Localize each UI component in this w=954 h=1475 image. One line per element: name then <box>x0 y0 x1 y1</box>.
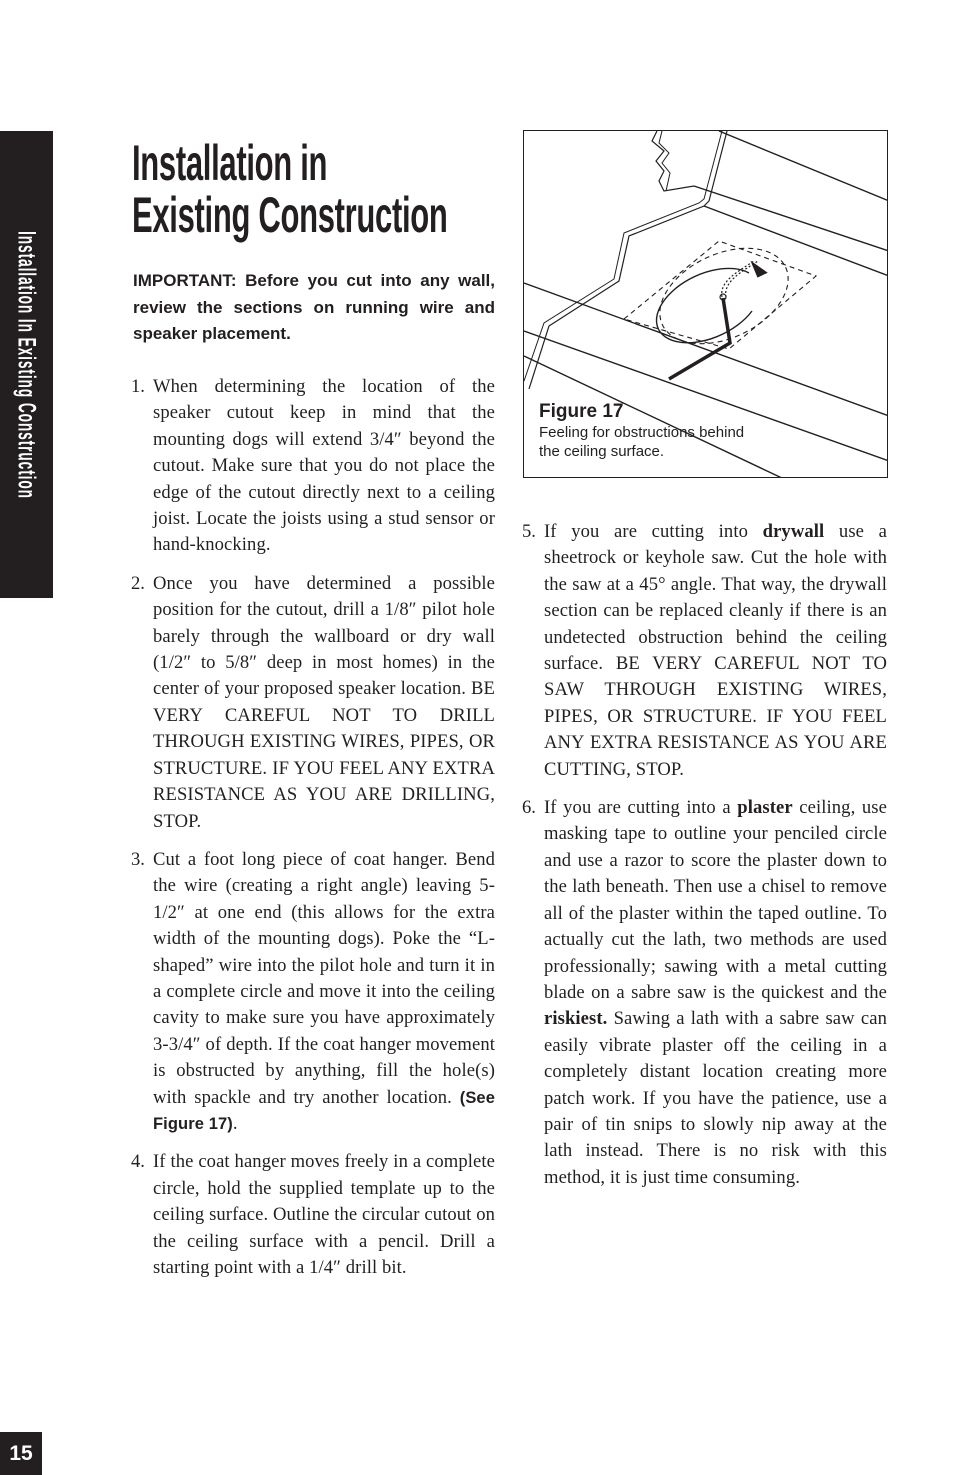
step-item <box>131 847 495 1137</box>
page-title-line-1: Installation in <box>132 135 328 191</box>
emphasis-drywall: drywall <box>762 521 825 542</box>
figure-title: Figure 17 <box>539 401 624 422</box>
step-text: If you are cutting into <box>544 521 763 542</box>
step-text: When determining the location of the speaker cutout keep in mind that the mounting dogs will extend 3/4″ beyond the cutout. Make sure that you do not place the edge of the cutout directly next to a ceiling joist. Locate the joists using a stud sensor or hand-knocking. <box>153 376 495 556</box>
step-item <box>522 519 887 783</box>
step-text: Sawing a lath with a sabre saw can easily vibrate plaster off the ceiling in a completely distant location creating more patch work. If you have the patience, use a pair of tin snips to slowly nip away at the lath instead. There is no risk with this method, it is just time consuming. <box>544 1008 887 1188</box>
figure-reference: (See Figure 17) <box>153 1088 495 1133</box>
step-item <box>522 795 887 1191</box>
step-number: 3. <box>131 848 145 870</box>
section-side-tab <box>0 131 53 598</box>
section-side-tab-label <box>12 122 41 609</box>
step-text-tail: . <box>232 1112 238 1134</box>
step-text: ceiling, use masking tape to outline your penciled circle and use a razor to score the plaster down to the lath beneath. Then use a chisel to remove all of the plaster within the taped outline. To actually cut the lath, two methods are used professionally; sawing with a metal cutting blade on a sabre saw is the quickest and the <box>544 797 887 1003</box>
section-side-tab-text: Installation In Existing Construction <box>12 231 41 499</box>
step-text-wrapper <box>153 849 495 1134</box>
step-item <box>131 1149 495 1281</box>
emphasis-plaster: plaster <box>737 797 793 819</box>
important-note: IMPORTANT: Before you cut into any wall, review the sections on running wire and speaker placement. <box>133 271 495 343</box>
figure-caption <box>539 401 759 461</box>
step-item <box>131 571 495 835</box>
page-title-line-2: Existing Construction <box>132 187 448 243</box>
step-text-wrapper <box>544 797 887 1188</box>
step-text: If the coat hanger moves freely in a complete circle, hold the supplied template up to the ceiling surface. Outline the circular cutout on the ceiling surface with a pencil. Drill a starting point with a 1/4″ drill bit. <box>153 1151 495 1278</box>
step-text: Cut a foot long piece of coat hanger. Bend the wire (creating a right angle) leaving 5-1/2″ at one end (this allows for the extra width of the mounting dogs). Poke the “L-shaped” wire into the pilot hole and turn it in a complete circle and move it into the ceiling cavity to make sure you have approximately 3-3/4″ of depth. If the coat hanger movement is obstructed by anything, fill the hole(s) with spackle and try another location. <box>153 848 495 1108</box>
page-number: 15 <box>0 1432 42 1475</box>
step-text: use a sheetrock or keyhole saw. Cut the hole with the saw at a 45° angle. That way, the drywall section can be replaced cleanly if there is an undetected obstruction behind the ceiling surface. BE VERY CAREFUL NOT TO SAW THROUGH EXISTING WIRES, PIPES, OR STRUCTURE. IF YOU FEEL ANY EXTRA RESISTANCE AS YOU ARE CUTTING, STOP. <box>544 521 887 780</box>
steps-list-right <box>522 519 887 1203</box>
step-text-wrapper <box>544 521 887 780</box>
figure-description: Feeling for obstructions behind the ceiling surface. <box>539 424 745 460</box>
step-number: 2. <box>131 572 145 594</box>
step-number: 1. <box>131 376 145 397</box>
step-text: Once you have determined a possible position for the cutout, drill a 1/8″ pilot hole barely through the wallboard or dry wall (1/2″ to 5/8″ deep in most homes) in the center of your proposed speaker location. BE VERY CAREFUL NOT TO DRILL THROUGH EXISTING WIRES, PIPES, OR STRUCTURE. IF YOU FEEL ANY EXTRA RESISTANCE AS YOU ARE DRILLING, STOP. <box>153 572 495 832</box>
figure-17 <box>523 130 888 478</box>
step-text: If you are cutting into a <box>544 797 738 819</box>
step-number: 5. <box>522 521 536 542</box>
emphasis-riskiest: riskiest. <box>544 1008 608 1030</box>
step-number: 4. <box>131 1151 145 1173</box>
steps-list-left <box>131 374 495 1293</box>
step-number: 6. <box>522 797 536 819</box>
step-item <box>131 374 495 559</box>
